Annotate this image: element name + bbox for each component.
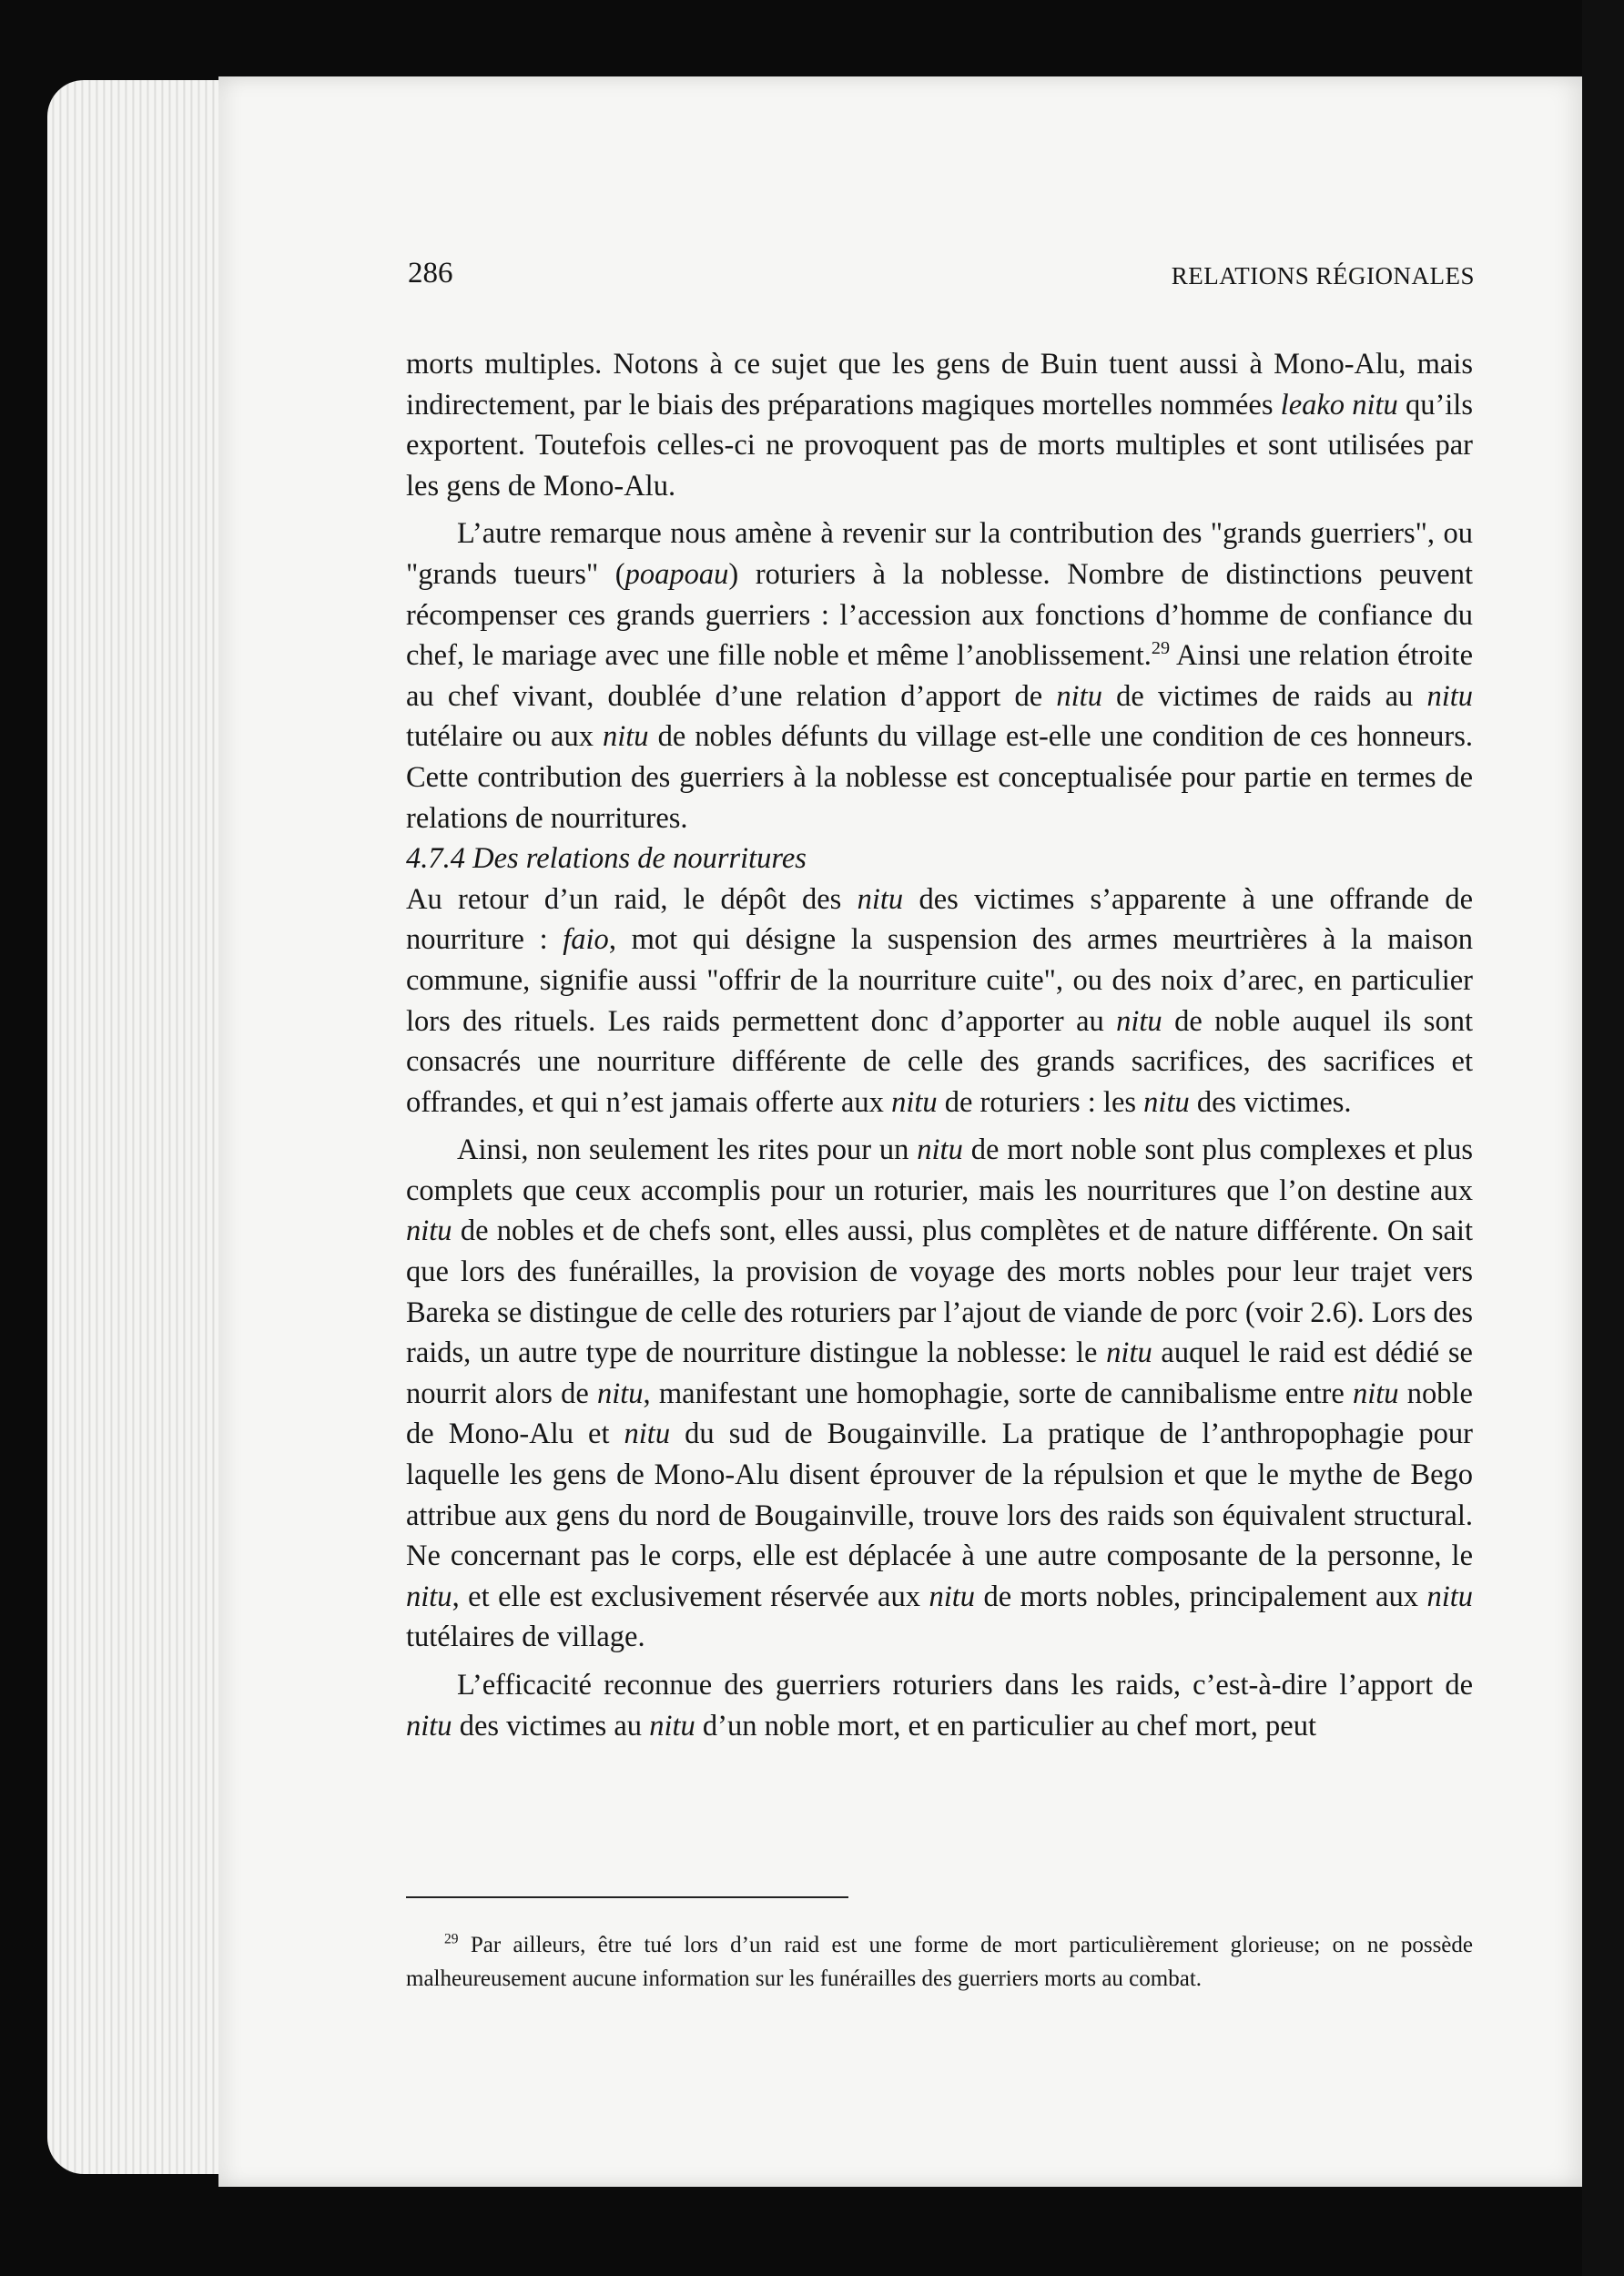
paragraph-3 [406, 879, 1473, 1123]
text-run: de victimes de raids au [1101, 679, 1427, 713]
paragraph-1 [406, 344, 1473, 506]
text-run: Ainsi une relation étroite au chef vivant, doublée d’une relation d’apport de [406, 639, 1473, 713]
text-run: de roturiers : les [937, 1085, 1144, 1119]
italic-term: nitu [929, 1580, 975, 1613]
italic-term: nitu [917, 1133, 963, 1167]
italic-term: leako nitu [1280, 388, 1398, 422]
italic-term: nitu [1353, 1377, 1399, 1410]
italic-term: nitu [624, 1417, 671, 1451]
italic-term: nitu [406, 1214, 452, 1248]
footnote-ref[interactable]: 29 [1151, 638, 1171, 659]
footnote-divider [406, 1896, 848, 1898]
paragraph-4 [406, 1130, 1473, 1658]
text-run: des victimes s’apparente à une offrande de nourriture : [406, 882, 1473, 957]
text-run: auquel le raid est dédié se nourrit alors de [406, 1336, 1473, 1410]
text-run: de morts nobles, principalement aux [975, 1580, 1427, 1613]
text-run: , mot qui désigne la suspension des armes meurtrières à la maison commune, signifie aussi "offrir de la nourriture cuite", ou des noix d’arec, en particulier lors des rituels. Les raids permettent donc d’apporter au [406, 923, 1473, 1038]
text-run: des victimes. [1189, 1085, 1352, 1119]
section-heading: 4.7.4 Des relations de nourritures [406, 842, 807, 876]
page-number: 286 [408, 257, 453, 290]
text-run: de nobles et de chefs sont, elles aussi, plus complètes et de nature différente. On sait que lors des funérailles, la provision de voyage des morts nobles pour leur trajet vers Bareka se distingue de celle des roturiers par l’ajout de viande de porc (voir 2.6). Lors des raids, un autre type de nourriture distingue la noblesse: le [406, 1214, 1473, 1370]
page-stack-edges [47, 80, 248, 2174]
italic-term: nitu [602, 720, 649, 754]
italic-term: nitu [406, 1580, 452, 1613]
running-title: RELATIONS RÉGIONALES [1171, 262, 1475, 290]
italic-term: nitu [1106, 1336, 1152, 1370]
body-text [406, 344, 1473, 1746]
italic-term: nitu [891, 1085, 938, 1119]
text-run: morts multiples. Notons à ce sujet que les gens de Buin tuent aussi à Mono-Alu, mais indirectement, par le biais des préparations magiques mortelles nommées [406, 348, 1473, 422]
paragraph-5 [406, 1665, 1473, 1746]
footnote-marker: 29 [444, 1931, 459, 1947]
text-run: de noble auquel ils sont consacrés une nourriture différente de celle des grands sacrifices, des sacrifices et offrandes, et qui n’est jamais offerte aux [406, 1004, 1473, 1119]
italic-term: nitu [596, 1377, 644, 1410]
page-header [408, 257, 1475, 302]
text-run: qu’ils exportent. Toutefois celles-ci ne provoquent pas de morts multiples et sont utilisées par les gens de Mono-Alu. [406, 388, 1473, 503]
text-run: Ainsi, non seulement les rites pour un [457, 1133, 918, 1167]
text-run: tutélaire ou aux [406, 720, 603, 754]
text-run: tutélaires de village. [406, 1621, 645, 1654]
italic-term: nitu [1426, 1580, 1473, 1613]
italic-term: nitu [1056, 679, 1102, 713]
text-run: du sud de Bougainville. La pratique de l’anthropophagie pour laquelle les gens de Mono-Alu disent éprouver de la répulsion et que le mythe de Bego attribue aux gens du nord de Bougainville, trouve lors des raids son équivalent structural. Ne concernant pas le corps, elle est déplacée à une autre composante de la personne, le [406, 1417, 1473, 1573]
italic-term: nitu [857, 882, 904, 916]
italic-term: nitu [1143, 1085, 1190, 1119]
text-run: , et elle est exclusivement réservée aux [452, 1580, 929, 1613]
footnote [406, 1928, 1473, 1996]
italic-term: nitu [406, 1709, 452, 1743]
text-run: Au retour d’un raid, le dépôt des [406, 882, 858, 916]
text-run: L’efficacité reconnue des guerriers roturiers dans les raids, c’est-à-dire l’apport de [457, 1669, 1473, 1702]
text-run: de mort noble sont plus complexes et plus complets que ceux accomplis pour un roturier, mais les nourritures que l’on destine aux [406, 1133, 1473, 1207]
text-run: de nobles défunts du village est-elle une condition de ces honneurs. Cette contribution des guerriers à la noblesse est conceptualisée pour partie en termes de relations de nourritures. [406, 720, 1473, 835]
text-run: d’un noble mort, et en particulier au chef mort, peut [695, 1709, 1317, 1743]
italic-term: nitu [649, 1709, 695, 1743]
text-run: ) roturiers à la noblesse. Nombre de distinctions peuvent récompenser ces grands guerriers : l’accession aux fonctions d’homme de confiance du chef, le mariage avec une fille noble et même l’anoblissement. [406, 557, 1473, 673]
italic-term: poapoau [624, 557, 729, 591]
text-run: , manifestant une homophagie, sorte de cannibalisme entre [643, 1377, 1353, 1410]
italic-term: faio [563, 923, 609, 957]
text-run: des victimes au [452, 1709, 650, 1743]
footnote-text: Par ailleurs, être tué lors d’un raid est une forme de mort particulièrement glorieuse; on ne possède malheureusement aucune information sur les funérailles des guerriers morts au combat. [406, 1933, 1474, 1991]
italic-term: nitu [1116, 1004, 1162, 1038]
text-run: noble de Mono-Alu et [406, 1377, 1473, 1451]
text-run: L’autre remarque nous amène à revenir sur la contribution des "grands guerriers", ou "grands tueurs" ( [406, 517, 1473, 591]
italic-term: nitu [1426, 679, 1473, 713]
binding-shadow [1582, 0, 1624, 2276]
paragraph-2 [406, 513, 1473, 838]
